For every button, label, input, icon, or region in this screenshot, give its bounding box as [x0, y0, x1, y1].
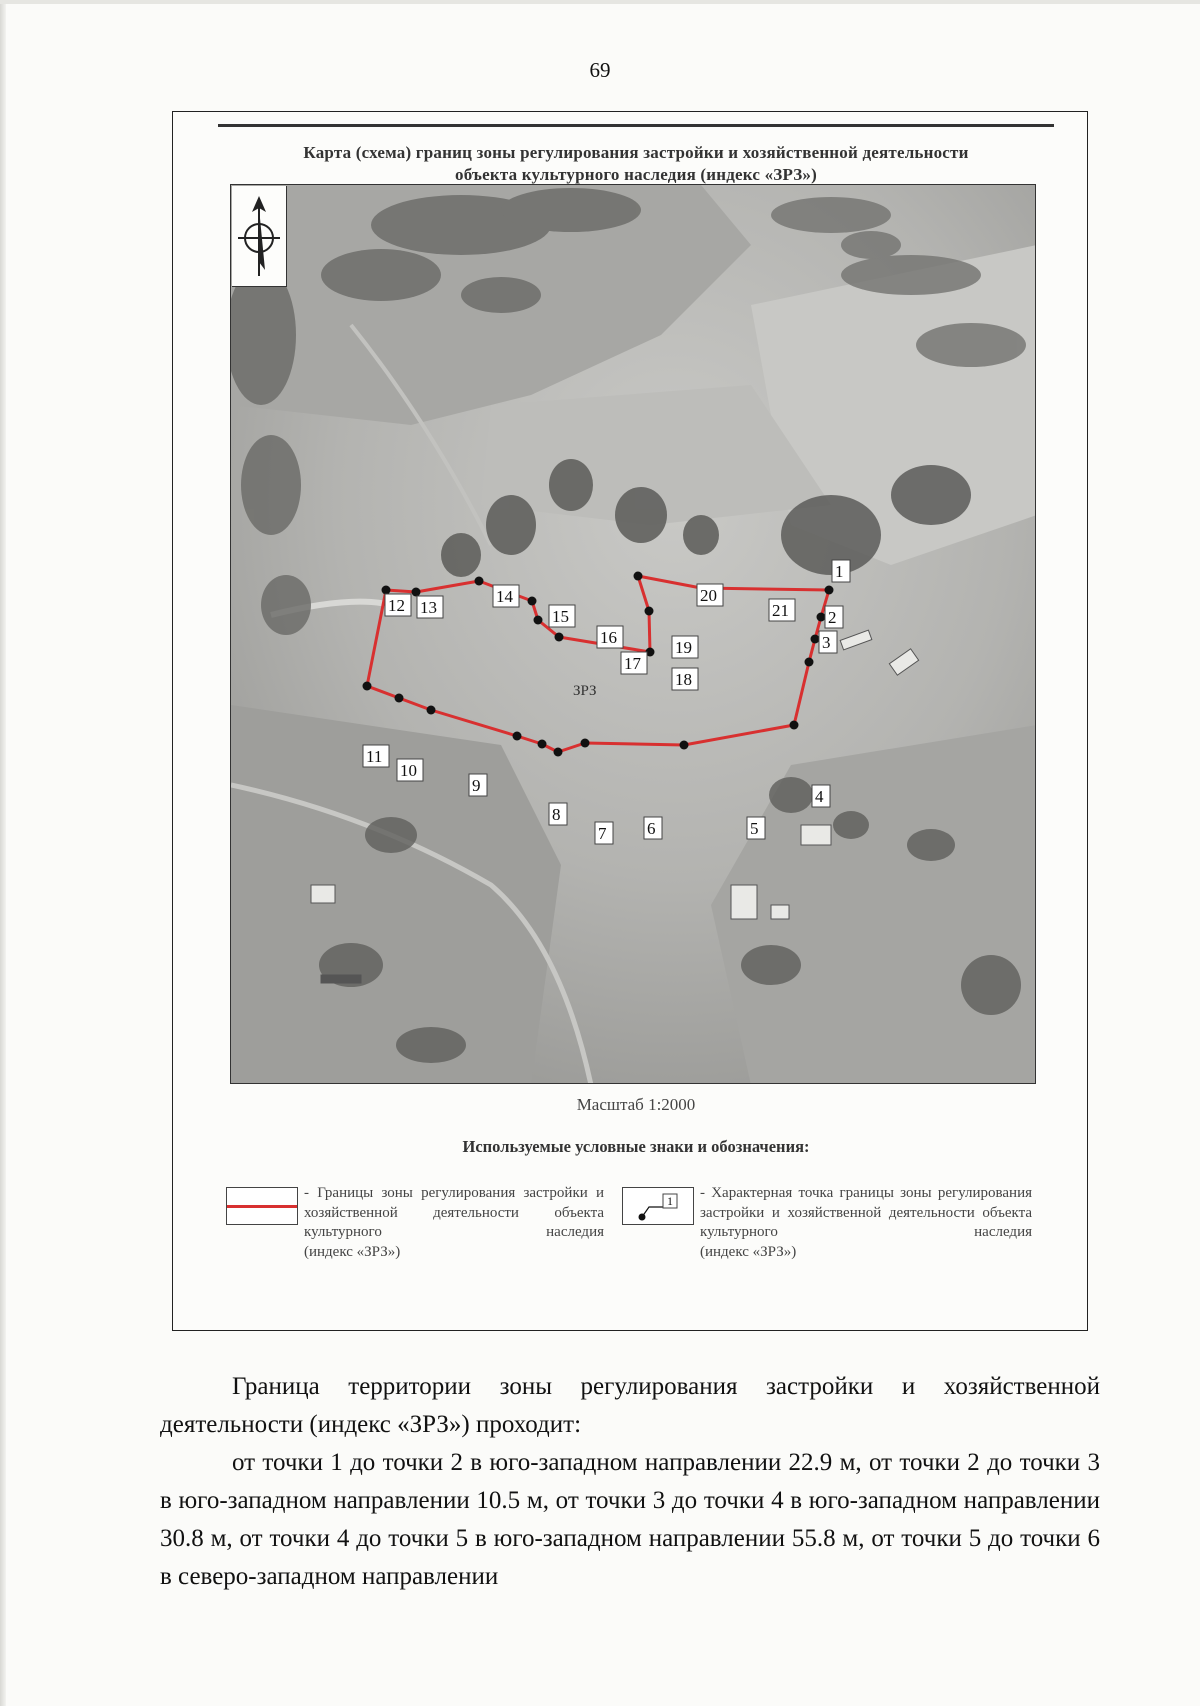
- scan-edge: [0, 0, 6, 1706]
- point-label-16-text: 16: [600, 628, 617, 647]
- satellite-map: [230, 184, 1036, 1084]
- map-scale-label: Масштаб 1:2000: [576, 1095, 696, 1114]
- point-13: [363, 682, 372, 691]
- point-label-19-text: 19: [675, 638, 692, 657]
- legend-point-icon: [623, 1188, 692, 1223]
- point-label-21: [769, 599, 795, 621]
- legend-heading: Используемые условные знаки и обозначения:: [462, 1137, 810, 1156]
- legend-item-point: [700, 1184, 1032, 1262]
- point-label-10-text: 10: [400, 761, 417, 780]
- point-label-17-text: 17: [624, 654, 641, 673]
- point-22: [634, 572, 643, 581]
- point-label-15: [549, 605, 575, 627]
- title-rule: [218, 124, 1054, 127]
- north-arrow-icon: [232, 186, 287, 287]
- point-label-2-text: 2: [828, 608, 837, 627]
- point-label-1-text: 1: [835, 562, 844, 581]
- point-18: [534, 616, 543, 625]
- point-label-6: [644, 817, 662, 839]
- point-label-4-text: 4: [815, 787, 824, 806]
- point-label-9-text: 9: [472, 776, 481, 795]
- point-label-5: [747, 817, 765, 839]
- legend-item-point-text: - Характерная точка границы зоны регулирования застройки и хозяйственной деятельности объекта культурного наследия: [700, 1185, 1032, 1240]
- point-label-11: [363, 745, 389, 767]
- point-6: [680, 741, 689, 750]
- point-21: [645, 607, 654, 616]
- point-17: [528, 597, 537, 606]
- point-label-13: [417, 596, 443, 618]
- point-label-7: [595, 822, 613, 844]
- point-label-9: [469, 774, 487, 796]
- point-label-6-text: 6: [647, 819, 656, 838]
- point-14: [382, 586, 391, 595]
- point-label-20-text: 20: [700, 586, 717, 605]
- point-label-12-text: 12: [388, 596, 405, 615]
- compass-icon: [232, 186, 286, 286]
- point-label-7-text: 7: [598, 824, 607, 843]
- point-1: [825, 586, 834, 595]
- point-label-19: [672, 636, 698, 658]
- legend-boundary-swatch: [226, 1187, 298, 1225]
- body-paragraph-2: от точки 1 до точки 2 в юго-западном направлении 22.9 м, от точки 2 до точки 3 в юго-западном направлении 10.5 м, от точки 3 до точки 4 в юго-западном направлении 30.8 м, от точки 4 до точки 5 в юго-западном направлении 55.8 м, от точки 5 до точки 6 в северо-западном направлении: [160, 1449, 1100, 1590]
- point-label-8: [549, 803, 567, 825]
- point-label-13-text: 13: [420, 598, 437, 617]
- point-label-14: [493, 585, 519, 607]
- map-title-line-2: объекта культурного наследия (индекс «ЗРЗ»): [455, 165, 817, 184]
- legend-item-boundary: [304, 1184, 604, 1262]
- point-12: [395, 694, 404, 703]
- point-7: [581, 739, 590, 748]
- point-label-16: [597, 626, 623, 648]
- point-label-1: [832, 560, 850, 582]
- zone-label: ЗРЗ: [573, 683, 597, 699]
- point-9: [538, 740, 547, 749]
- point-label-8-text: 8: [552, 805, 561, 824]
- point-10: [513, 732, 522, 741]
- legend-point-swatch: [622, 1187, 694, 1225]
- point-label-5-text: 5: [750, 819, 759, 838]
- point-4: [805, 658, 814, 667]
- point-label-3-text: 3: [822, 633, 831, 652]
- point-label-4: [812, 785, 830, 807]
- point-label-3: [819, 631, 837, 653]
- point-5: [790, 721, 799, 730]
- point-label-18-text: 18: [675, 670, 692, 689]
- point-19: [555, 633, 564, 642]
- point-11: [427, 706, 436, 715]
- map-title-line-1: Карта (схема) границ зоны регулирования застройки и хозяйственной деятельности: [303, 143, 969, 162]
- point-2: [817, 613, 826, 622]
- page-number: 69: [589, 58, 611, 82]
- point-label-21-text: 21: [772, 601, 789, 620]
- point-label-20: [697, 584, 723, 606]
- point-3: [811, 635, 820, 644]
- legend-item-boundary-text: - Границы зоны регулирования застройки и хозяйственной деятельности объекта культурного наследия: [304, 1185, 604, 1240]
- point-label-12: [385, 594, 411, 616]
- point-label-10: [397, 759, 423, 781]
- scan-edge-top: [0, 0, 1200, 4]
- legend-boundary-line: [227, 1205, 297, 1208]
- point-label-15-text: 15: [552, 607, 569, 626]
- point-15: [412, 588, 421, 597]
- point-label-2: [825, 606, 843, 628]
- legend-point-sample-label: 1: [667, 1194, 673, 1208]
- point-label-14-text: 14: [496, 587, 513, 606]
- point-16: [475, 577, 484, 586]
- body-paragraph-1: Граница территории зоны регулирования застройки и хозяйственной деятельности (индекс «ЗРЗ») проходит:: [160, 1373, 1100, 1438]
- point-label-17: [621, 652, 647, 674]
- point-label-11-text: 11: [366, 747, 383, 766]
- legend-item-point-index: (индекс «ЗРЗ»): [700, 1243, 797, 1260]
- point-label-18: [672, 668, 698, 690]
- legend-item-boundary-index: (индекс «ЗРЗ»): [304, 1243, 401, 1260]
- map-svg: [231, 185, 1036, 1084]
- point-8: [554, 748, 563, 757]
